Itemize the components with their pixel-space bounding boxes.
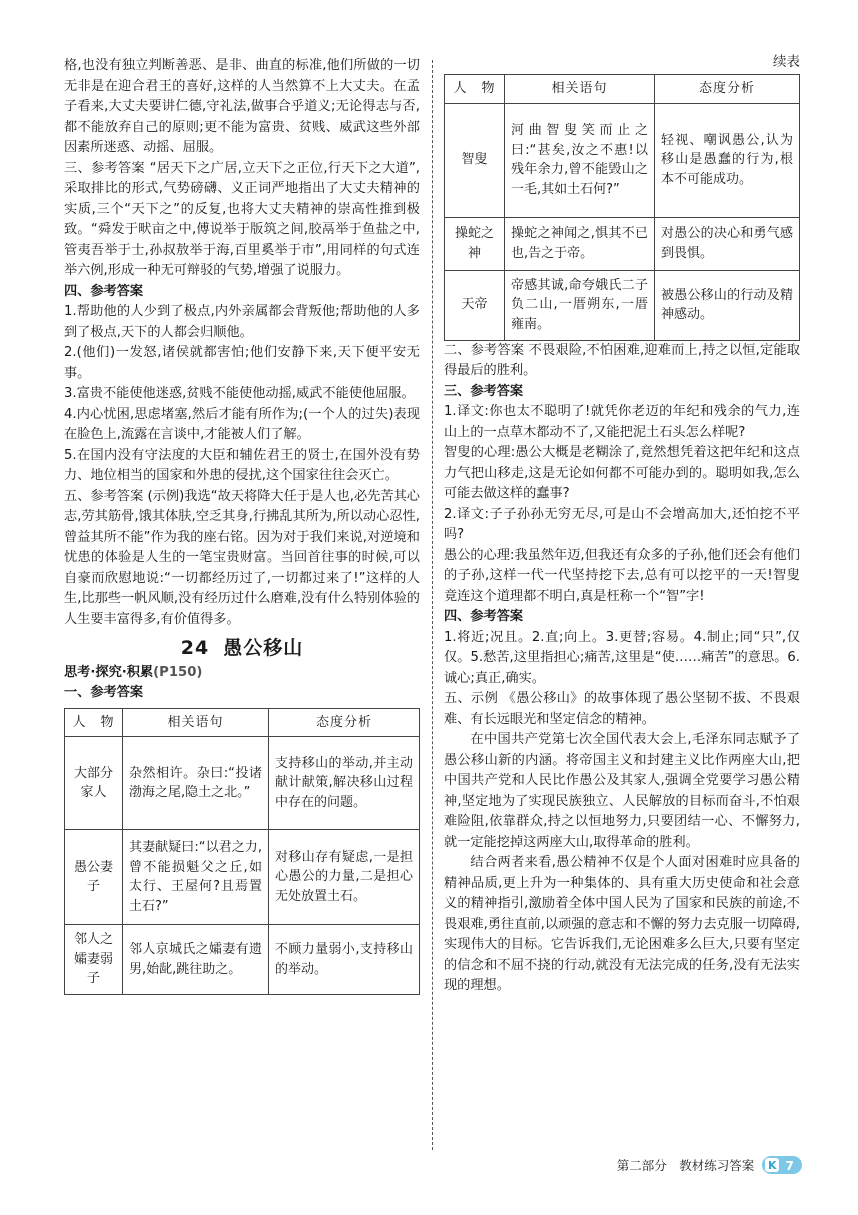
paragraph: 愚公的心理:我虽然年迈,但我还有众多的子孙,他们还会有他们的子孙,这样一代一代坚持挖下去,总有可以挖平的一天!智叟竟连这个道理都不明白,真是枉称一个“智”字! [444,547,800,604]
section-page: (P150) [153,664,203,680]
continued-label: 续表 [773,54,800,70]
cell-attitude: 不顾力量弱小,支持移山的举动。 [269,925,420,995]
paragraph: 结合两者来看,愚公精神不仅是个人面对困难时应具备的精神品质,更上升为一种集体的、具有重大历史使命和社会意义的精神指引,激励着全体中国人民为了国家和民族的前途,不畏艰难,勇往直前,以顽强的意志和不懈的努力去克服一切障碍,实现伟大的目标。它告诉我们,无论困难多么巨大,只要有坚定的信念和不屈不挠的行动,就没有无法完成的任务,没有无法实现的理想。 [444,855,800,993]
cell-attitude: 对移山存有疑虑,一是担心愚公的力量,二是担心无处放置土石。 [269,830,420,925]
cell-quote: 河曲智叟笑而止之曰:“甚矣,汝之不惠!以残年余力,曾不能毁山之一毛,其如土石何?” [505,103,655,217]
header-quote: 相关语句 [505,75,655,104]
paragraph: 五、参考答案 (示例)我选“故天将降大任于是人也,必先苦其心志,劳其筋骨,饿其体肤,空乏其身,行拂乱其所为,所以动心忍性,曾益其所不能”作为我的座右铭。因为对于我们来说,对逆境和忧患的体验是人生的一笔宝贵财富。当回首往事的时候,可以自豪而欣慰地说:“一切都经历过了,一切都过来了!”这样的人生,比那些一帆风顺,没有经历过什么磨难,没有什么特别体验的人生要丰富得多,有价值得多。 [64,488,420,627]
paragraph: 5.在国内没有守法度的大臣和辅佐君王的贤士,在国外没有势力、地位相当的国家和外患的侵扰,这个国家往往会灭亡。 [64,447,420,483]
paragraph: 在中国共产党第七次全国代表大会上,毛泽东同志赋予了愚公移山新的内涵。将帝国主义和封建主义比作两座大山,把中国共产党和人民比作愚公及其家人,强调全党要学习愚公精神,坚定地为了实现民族独立、人民解放的目标而奋斗,不怕艰难险阻,依靠群众,持之以恒地努力,只要团结一心、不懈努力,就一定能挖掉这两座大山,取得革命的胜利。 [444,732,800,850]
cell-attitude: 支持移山的举动,并主动献计献策,解决移山过程中存在的问题。 [269,737,420,830]
paragraph: 三、参考答案 “居天下之广居,立天下之正位,行天下之大道”,采取排比的形式,气势磅礴、义正词严地指出了大丈夫精神的实质,三个“天下之”的反复,也将大丈夫精神的崇高性推到极致。“舜发于畎亩之中,傅说举于版筑之间,胶鬲举于鱼盐之中,管夷吾举于士,孙叔敖举于海,百里奚举于市”,用同样的句式连举六例,形成一种无可辩驳的气势,增强了说服力。 [64,160,420,278]
header-attitude: 态度分析 [655,75,800,104]
header-attitude: 态度分析 [269,708,420,737]
cell-person: 智叟 [445,103,505,217]
paragraph: 4.内心忧困,思虑堵塞,然后才能有所作为;(一个人的过失)表现在脸色上,流露在言谈中,才能被人们了解。 [64,406,420,442]
cell-quote: 邻人京城氏之孀妻有遗男,始龀,跳往助之。 [123,925,269,995]
header-quote: 相关语句 [123,708,269,737]
paragraph: 格,也没有独立判断善恶、是非、曲直的标准,他们所做的一切无非是在迎合君王的喜好,这样的人当然算不上大丈夫。在孟子看来,大丈夫要讲仁德,守礼法,做事合乎道义;无论得志与否,都不能放弃自己的原则;更不能为富贵、贫贱、威武这些外部因素所迷惑、动摇、屈服。 [64,58,420,155]
cell-quote: 帝感其诚,命夸娥氏二子负二山,一厝朔东,一厝雍南。 [505,270,655,340]
paragraph: 3.富贵不能使他迷惑,贫贱不能使他动摇,威武不能使他屈服。 [64,386,415,401]
paragraph: 1.译文:你也太不聪明了!就凭你老迈的年纪和残余的气力,连山上的一点草木都动不了,又能把泥土石头怎么样呢? [444,404,800,440]
cell-person: 天帝 [445,270,505,340]
paragraph: 1.将近;况且。2.直;向上。3.更替;容易。4.制止;同“只”,仅仅。5.愁苦,这里指担心;痛苦,这里是“使……痛苦”的意思。6.诚心;真正,确实。 [444,629,800,686]
cell-person: 大部分家人 [65,737,123,830]
paragraph: 2.译文:子子孙孙无穷无尽,可是山不会增高加大,还怕挖不平吗? [444,506,800,542]
cell-quote: 其妻献疑曰:“以君之力,曾不能损魁父之丘,如太行、王屋何?且焉置土石?” [123,830,269,925]
paragraph: 1.帮助他的人少到了极点,内外亲属都会背叛他;帮助他的人多到了极点,天下的人都会归顺他。 [64,304,420,340]
section-heading: 四、参考答案 [64,283,144,299]
header-person: 人 物 [445,75,505,104]
section-heading: 四、参考答案 [444,609,524,624]
left-column [64,56,420,995]
chapter-title [64,638,420,659]
table-row [65,830,420,925]
cell-quote: 杂然相许。杂曰:“投诸渤海之尾,隐土之北。” [123,737,269,830]
k-logo-icon: K [765,1158,779,1172]
table-row [445,103,800,217]
table-row [65,737,420,830]
paragraph: 2.(他们)一发怒,诸侯就都害怕;他们安静下来,天下便平安无事。 [64,345,420,381]
section-label: 思考·探究·积累(P150) [64,664,203,680]
table-header-row [65,708,420,737]
page-footer [572,1156,802,1174]
paragraph: 二、参考答案 不畏艰险,不怕困难,迎难而上,持之以恒,定能取得最后的胜利。 [444,342,800,378]
header-person: 人 物 [65,708,123,737]
cell-person: 愚公妻子 [65,830,123,925]
column-divider [432,60,433,1150]
cell-attitude: 被愚公移山的行动及精神感动。 [655,270,800,340]
cell-quote: 操蛇之神闻之,惧其不已也,告之于帝。 [505,217,655,270]
chapter-name: 愚公移山 [223,637,304,659]
chapter-number: 24 [180,637,210,659]
character-table [64,708,420,996]
table-header-row [445,75,800,104]
page-badge [762,1156,802,1174]
page-number: 7 [785,1157,794,1173]
table-row [65,925,420,995]
character-table-continued [444,74,800,341]
paragraph: 五、示例 《愚公移山》的故事体现了愚公坚韧不拔、不畏艰难、有长远眼光和坚定信念的精神。 [444,691,800,727]
table-row [445,270,800,340]
paragraph: 智叟的心理:愚公大概是老糊涂了,竟然想凭着这把年纪和这点力气把山移走,这是无论如何都不可能办到的。聪明如我,怎么可能去做这样的蠢事? [444,445,800,501]
footer-label: 第二部分 教材练习答案 [616,1158,755,1173]
right-column [444,56,800,997]
section-heading: 一、参考答案 [64,685,144,700]
section-heading: 三、参考答案 [444,383,524,399]
cell-attitude: 轻视、嘲讽愚公,认为移山是愚蠢的行为,根本不可能成功。 [655,103,800,217]
table-row [445,217,800,270]
cell-person: 操蛇之神 [445,217,505,270]
cell-attitude: 对愚公的决心和勇气感到畏惧。 [655,217,800,270]
cell-person: 邻人之孀妻弱子 [65,925,123,995]
